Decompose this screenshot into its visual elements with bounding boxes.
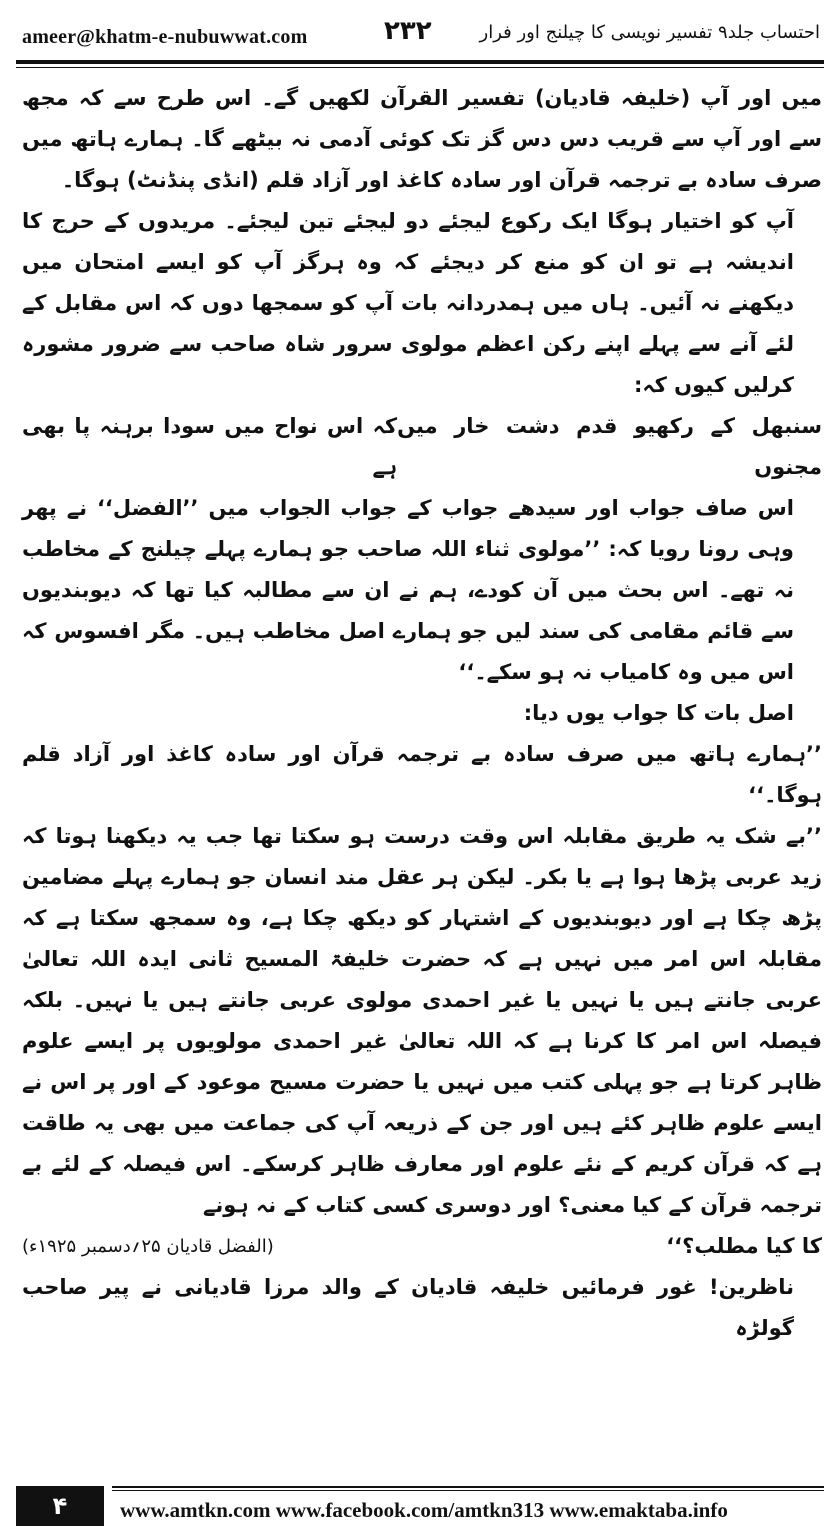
citation: (الفضل قادیان ۲۵؍دسمبر ۱۹۲۵ء): [22, 1236, 274, 1257]
header-email: ameer@khatm-e-nubuwwat.com: [22, 26, 308, 48]
page-body: [22, 78, 822, 1349]
header-rule-thin: [16, 67, 824, 68]
header-page-number: ۲۳۲: [384, 16, 432, 46]
header-rule: [16, 60, 824, 64]
paragraph-last: ناظرین! غور فرمائیں خلیفہ قادیان کے والد مرزا قادیانی نے پیر صاحب گولڑہ: [22, 1275, 794, 1340]
quote-2-end: کا کیا مطلب؟‘‘: [666, 1234, 822, 1258]
paragraph-4: اصل بات کا جواب یوں دیا:: [523, 701, 794, 725]
quote-2: ’’بے شک یہ طریق مقابلہ اس وقت درست ہو سکتا تھا جب یہ دیکھنا ہوتا کہ زید عربی پڑھا ہوا ہے یا بکر۔ لیکن ہر عقل مند انسان جو ہمارے پہلے مضامین پڑھ چکا ہے اور دیوبندیوں کے اشتہار کو دیکھ چکا ہے، وہ سمجھ سکتا ہے کہ مقابلہ اس امر میں نہیں ہے کہ حضرت خلیفۃ المسیح ثانی ایدہ اللہ تعالیٰ عربی جانتے ہیں یا نہیں یا غیر احمدی مولوی عربی جانتے ہیں یا نہیں۔ بلکہ فیصلہ اس امر کا کرنا ہے کہ اللہ تعالیٰ غیر احمدی مولویوں پر ایسے علوم ظاہر کرتا ہے جو پہلی کتب میں نہیں یا حضرت مسیح موعود کے اور پر اس نے ایسے علوم ظاہر کئے ہیں اور جن کے ذریعہ آپ کی جماعت میں بھی یہ طاقت ہے کہ قرآن کریم کے نئے علوم اور معارف ظاہر کرسکے۔ اس فیصلہ کے لئے بے ترجمہ قرآن کے کیا معنی؟ اور دوسری کسی کتاب کے نہ ہونے: [22, 824, 822, 1217]
footer-page-marker: ۴: [16, 1486, 104, 1526]
page-footer: [16, 1486, 824, 1528]
page-header: [16, 12, 824, 62]
paragraph-1: میں اور آپ (خلیفہ قادیان) تفسیر القرآن لکھیں گے۔ اس طرح سے کہ مجھ سے اور آپ سے قریب دس دس گز تک کوئی آدمی نہ بیٹھے گا۔ ہمارے ہاتھ میں صرف سادہ بے ترجمہ قرآن اور سادہ کاغذ اور آزاد قلم (انڈی پنڈنٹ) ہوگا۔: [22, 86, 822, 192]
couplet-second-line: کہ اس نواح میں سودا برہنہ پا بھی ہے: [22, 414, 398, 479]
footer-rule-thin: [112, 1490, 824, 1491]
footer-links: www.amtkn.com www.facebook.com/amtkn313 www.emaktaba.info: [120, 1498, 728, 1522]
footer-rule: [112, 1486, 824, 1488]
poem-couplet: [22, 406, 822, 488]
quote-end-row: [22, 1226, 822, 1267]
paragraph-2: آپ کو اختیار ہوگا ایک رکوع لیجئے دو لیجئے تین لیجئے۔ مریدوں کے حرج کا اندیشہ ہے تو ان کو منع کر دیجئے کہ وہ ہرگز آپ کو ایسے امتحان میں دیکھنے نہ آئیں۔ ہاں میں ہمدردانہ بات آپ کو سمجھا دوں کہ اس مقابل کے لئے آنے سے پہلے اپنے رکن اعظم مولوی سرور شاہ صاحب سے ضرور مشورہ کرلیں کیوں کہ:: [22, 209, 794, 397]
paragraph-3: اس صاف جواب اور سیدھے جواب کے جواب الجواب میں ’’الفضل‘‘ نے پھر وہی رونا رویا کہ: ’’مولوی ثناء اللہ صاحب جو ہمارے پہلے چیلنج کے مخاطب نہ تھے۔ اس بحث میں آن کودے، ہم نے ان سے مطالبہ کیا تھا کہ دیوبندیوں سے قائم مقامی کی سند لیں جو ہمارے اصل مخاطب ہیں۔ مگر افسوس کہ اس میں وہ کامیاب نہ ہو سکے۔‘‘: [22, 496, 794, 684]
couplet-first-line: سنبھل کے رکھیو قدم دشت خار میں مجنوں: [397, 414, 822, 479]
quote-1: ’’ہمارے ہاتھ میں صرف سادہ بے ترجمہ قرآن اور سادہ کاغذ اور آزاد قلم ہوگا۔‘‘: [22, 742, 822, 807]
header-title: احتساب جلد۹ تفسیر نویسی کا چیلنج اور فرار: [479, 22, 820, 43]
